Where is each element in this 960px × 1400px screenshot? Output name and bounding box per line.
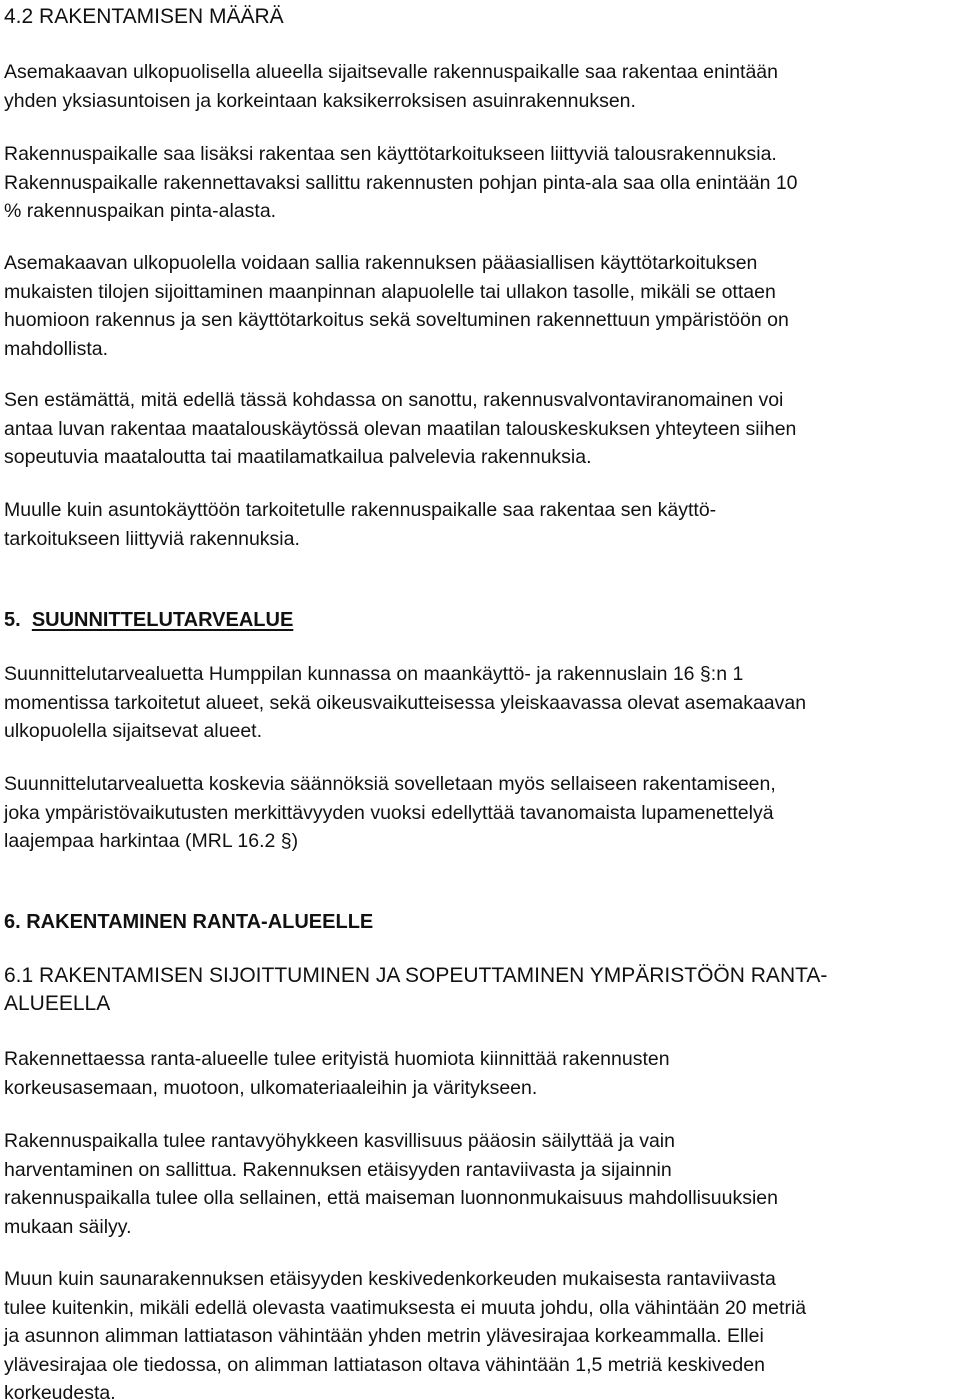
section-6-paragraph-3 [4,1265,958,1400]
heading-line: ALUEELLA [4,992,111,1015]
text-line: mukaisten tilojen sijoittaminen maanpinnan alapuolelle tai ullakon tasolle, mikäli se ottaen [4,280,776,303]
section-5-paragraph-2 [4,770,958,856]
text-line: harventaminen on sallittua. Rakennuksen etäisyyden rantaviivasta ja sijainnin [4,1158,672,1181]
section-6-paragraph-1 [4,1045,958,1102]
text-line: momentissa tarkoitetut alueet, sekä oikeusvaikutteisessa yleiskaavassa olevat asemakaavan [4,691,807,714]
section-6-paragraph-2 [4,1127,958,1241]
section-title: SUUNNITTELUTARVEALUE [31,609,294,631]
text-line: Suunnittelutarvealuetta koskevia säännöksiä sovelletaan myös sellaiseen rakentamiseen, [4,773,776,795]
heading-text: 6. RAKENTAMINEN RANTA-ALUEELLE [4,911,374,933]
section-4-2-paragraph-5 [4,496,958,553]
section-4-2-paragraph-1 [4,58,958,115]
text-line: ja asunnon alimman lattiatason vähintään yhden metrin ylävesirajaa korkeammalla. Ellei [4,1325,764,1347]
text-line: tulee kuitenkin, mikäli edellä olevasta vaatimuksesta ei muuta johdu, olla vähintään 20 metriä [4,1296,807,1319]
text-line: % rakennuspaikan pinta-alasta. [4,200,277,222]
text-line: yhden yksiasuntoisen ja korkeintaan kaksikerroksisen asuinrakennuksen. [4,89,636,112]
section-4-2-paragraph-3 [4,249,958,363]
heading-line [4,606,958,634]
text-line: Rakennuspaikalle rakennettavaksi sallittu rakennusten pohjan pinta-ala saa olla enintään 10 [4,171,798,194]
section-number: 5. [4,609,21,631]
text-line: tarkoitukseen liittyviä rakennuksia. [4,527,300,550]
text-line: antaa luvan rakentaa maatalouskäytössä olevan maatilan talouskeskuksen yhteyteen siihen [4,417,797,440]
text-line: Asemakaavan ulkopuolella voidaan sallia rakennuksen pääasiallisen käyttötarkoituksen [4,252,758,274]
text-line: huomioon rakennus ja sen käyttötarkoitus sekä soveltuminen rakennettuun ympäristöön on [4,309,789,331]
heading-text: 4.2 RAKENTAMISEN MÄÄRÄ [4,5,284,28]
section-4-2-paragraph-2 [4,140,958,226]
text-line: Sen estämättä, mitä edellä tässä kohdassa on sanottu, rakennusvalvontaviranomainen voi [4,389,784,411]
text-line: mahdollista. [4,337,109,360]
section-5-heading [4,606,958,634]
section-4-2-heading [4,3,958,31]
text-line: mukaan säilyy. [4,1215,132,1238]
heading-line: 6.1 RAKENTAMISEN SIJOITTUMINEN JA SOPEUTTAMINEN YMPÄRISTÖÖN RANTA- [4,964,828,987]
section-6-heading [4,908,958,936]
text-line: korkeudesta. [4,1382,116,1400]
text-line: ulkopuolella sijaitsevat alueet. [4,720,262,742]
text-line: Rakennuspaikalle saa lisäksi rakentaa sen käyttötarkoitukseen liittyviä talousrakennuksia. [4,143,777,165]
text-line: laajempaa harkintaa (MRL 16.2 §) [4,830,299,852]
text-line: Rakennuspaikalla tulee rantavyöhykkeen kasvillisuus pääosin säilyttää ja vain [4,1130,675,1152]
text-line: ylävesirajaa ole tiedossa, on alimman lattiatason oltava vähintään 1,5 metriä keskiveden [4,1353,765,1376]
text-line: Suunnittelutarvealuetta Humppilan kunnassa on maankäyttö- ja rakennuslain 16 §:n 1 [4,663,744,685]
text-line: Muun kuin saunarakennuksen etäisyyden keskivedenkorkeuden mukaisesta rantaviivasta [4,1268,776,1290]
text-line: sopeutuvia maataloutta tai maatilamatkailua palvelevia rakennuksia. [4,446,592,468]
text-line: Muulle kuin asuntokäyttöön tarkoitetulle rakennuspaikalle saa rakentaa sen käyttö- [4,499,717,521]
text-line: korkeusasemaan, muotoon, ulkomateriaaleihin ja väritykseen. [4,1076,538,1099]
section-6-1-heading [4,962,958,1018]
section-5-paragraph-1 [4,660,958,746]
section-4-2-paragraph-4 [4,386,958,472]
text-line: rakennuspaikalla tulee olla sellainen, että maiseman luonnonmukaisuus mahdollisuuksien [4,1187,778,1209]
text-line: joka ympäristövaikutusten merkittävyyden vuoksi edellyttää tavanomaista lupamenettelyä [4,801,774,824]
text-line: Asemakaavan ulkopuolisella alueella sijaitsevalle rakennuspaikalle saa rakentaa enintään [4,61,778,83]
text-line: Rakennettaessa ranta-alueelle tulee erityistä huomiota kiinnittää rakennusten [4,1048,670,1070]
